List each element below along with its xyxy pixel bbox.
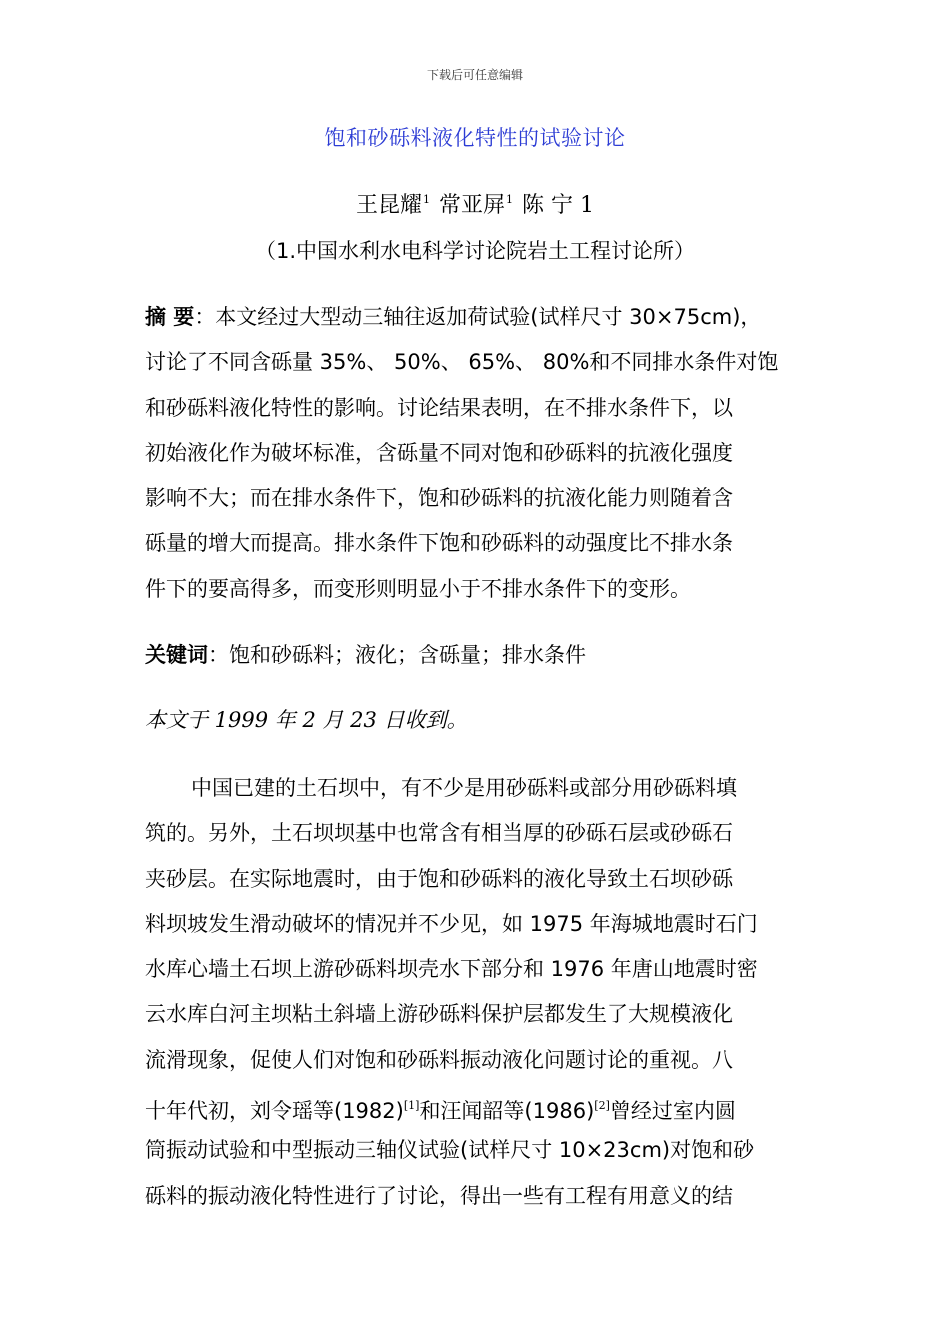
keywords-line (145, 633, 805, 678)
header-note: 下载后可任意编辑 (426, 68, 523, 82)
intro-line: 砾料的振动液化特性进行了讨论，得出一些有工程有用意义的结 (145, 1183, 733, 1208)
abstract-line: 初始液化作为破坏标准，含砾量不同对饱和砂砾料的抗液化强度 (145, 440, 733, 465)
keywords-label: 关键词 (145, 643, 208, 667)
intro-text: 曾经过室内圆 (609, 1099, 736, 1124)
author-2: 常亚屏 (439, 193, 506, 218)
abstract-line (145, 295, 805, 340)
citation-ref-1: [1] (403, 1099, 420, 1113)
intro-line: 云水库白河主坝粘土斜墙上游砂砾料保护层都发生了大规模液化 (145, 1002, 733, 1027)
citation-ref-2: [2] (594, 1099, 610, 1113)
intro-line: 筒振动试验和中型振动三轴仪试验(试样尺寸 10×23cm)对饱和砂 (145, 1138, 755, 1163)
paper-title: 饱和砂砾料液化特性的试验讨论 (324, 126, 626, 150)
author-list (0, 188, 950, 219)
received-line: 本文于 1999 年 2 月 23 日收到。 (145, 708, 468, 732)
author-2-affiliation-mark: 1 (506, 193, 514, 206)
intro-text: 十年代初，刘令瑶等(1982) (145, 1099, 404, 1124)
abstract-line: 砾量的增大而提高。排水条件下饱和砂砾料的动强度比不排水条 (145, 531, 733, 556)
intro-line: 筑的。另外，土石坝坝基中也常含有相当厚的砂砾石层或砂砾石 (145, 821, 733, 846)
intro-line (145, 1083, 805, 1128)
abstract-label: 摘 要 (145, 305, 195, 329)
abstract-line: 影响不大；而在排水条件下，饱和砂砾料的抗液化能力则随着含 (145, 486, 733, 511)
intro-line: 料坝坡发生滑动破坏的情况并不少见，如 1975 年海城地震时石门 (145, 911, 758, 936)
intro-line: 水库心墙土石坝上游砂砾料坝壳水下部分和 1976 年唐山地震时密 (145, 957, 758, 982)
affiliation: （1.中国水利水电科学讨论院岩土工程讨论所） (254, 239, 696, 263)
received-date (145, 698, 805, 743)
abstract-line: 件下的要高得多，而变形则明显小于不排水条件下的变形。 (145, 576, 691, 601)
intro-line: 夹砂层。在实际地震时，由于饱和砂砾料的液化导致土石坝砂砾 (145, 866, 733, 891)
abstract-line: 讨论了不同含砾量 35%、 50%、 65%、 80%和不同排水条件对饱 (145, 350, 779, 375)
intro-line: 中国已建的土石坝中，有不少是用砂砾料或部分用砂砾料填 (191, 776, 737, 800)
intro-paragraph (145, 766, 805, 1219)
keywords-text: ：饱和砂砾料；液化；含砾量；排水条件 (208, 643, 586, 667)
intro-text: 和汪闻韶等(1986) (419, 1099, 595, 1124)
author-1: 王昆耀 (355, 193, 422, 218)
author-3: 陈 宁 (522, 193, 574, 218)
keywords (145, 633, 805, 678)
abstract (145, 295, 805, 612)
intro-line: 流滑现象，促使人们对饱和砂砾料振动液化问题讨论的重视。八 (145, 1047, 733, 1072)
abstract-text: ：本文经过大型动三轴往返加荷试验(试样尺寸 30×75cm)， (194, 305, 762, 329)
author-3-affiliation-mark: 1 (580, 193, 595, 218)
abstract-line: 和砂砾料液化特性的影响。讨论结果表明，在不排水条件下，以 (145, 395, 733, 420)
author-1-affiliation-mark: 1 (423, 193, 430, 206)
